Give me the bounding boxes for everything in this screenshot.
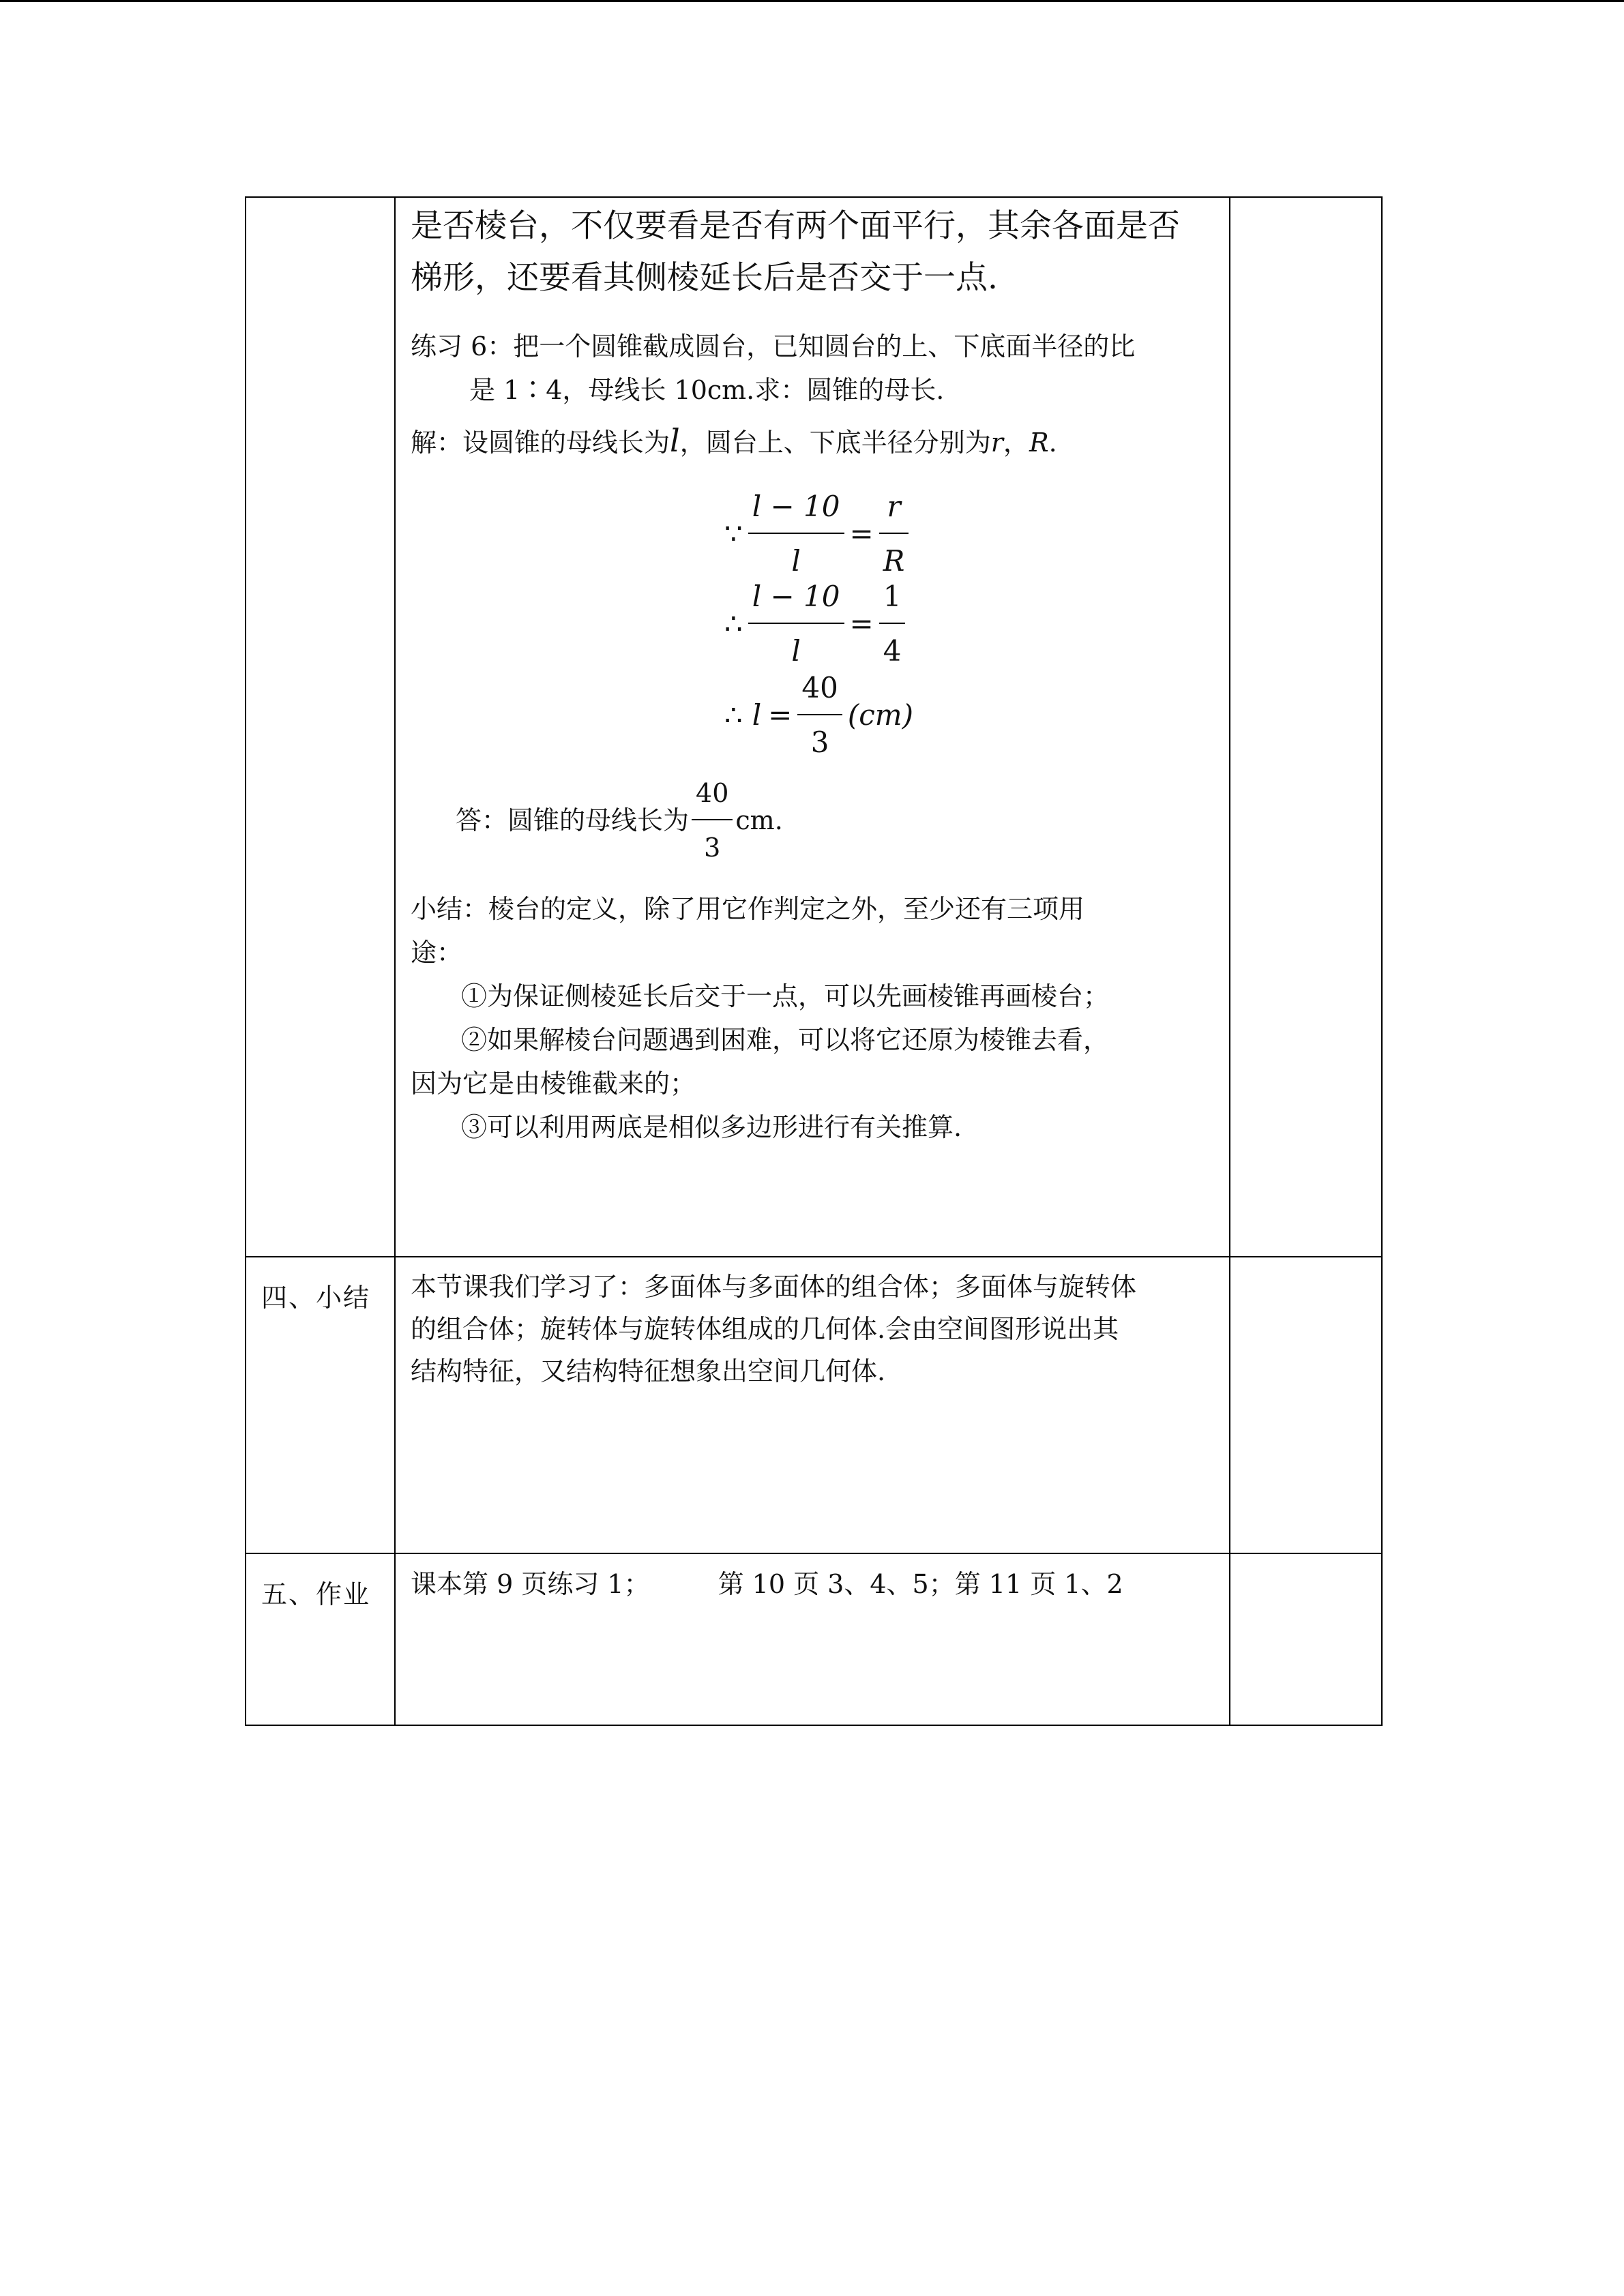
homework-text: 第 10 页 3、4、5；第 11 页 1、2 <box>718 1569 1123 1599</box>
summary-item: ①为保证侧棱延长后交于一点，可以先画棱锥再画棱台； <box>461 981 1110 1011</box>
table-row <box>246 197 1382 1257</box>
homework-line <box>411 1562 1202 1606</box>
homework-text: 课本第 9 页练习 1； <box>411 1569 650 1599</box>
exercise-line: 练习 6：把一个圆锥截成圆台，已知圆台的上、下底面半径的比 <box>411 331 1136 361</box>
paragraph-line: 本节课我们学习了：多面体与多面体的组合体；多面体与旋转体 <box>411 1272 1137 1302</box>
content-cell <box>395 1257 1230 1553</box>
solution-text: 解：设圆锥的母线长为 <box>411 428 670 458</box>
var-l: l <box>670 422 680 459</box>
label-cell <box>246 197 395 1257</box>
equation-1: ∵ $\frac{l - 10}{l}$ = $\frac{r}{R}$ <box>724 485 914 583</box>
solution-line <box>411 419 1202 464</box>
equation-block <box>411 464 1202 863</box>
summary-item: ②如果解棱台问题遇到困难，可以将它还原为棱锥去看， <box>461 1025 1110 1055</box>
content-cell <box>395 1553 1230 1725</box>
note-cell <box>1230 1257 1382 1553</box>
note-cell <box>1230 1553 1382 1725</box>
summary-item: ③可以利用两底是相似多边形进行有关推算. <box>461 1112 962 1142</box>
top-border-line <box>0 0 1624 2</box>
section-label: 五、作业 <box>261 1579 371 1609</box>
paragraph-line: 是否棱台，不仅要看是否有两个面平行，其余各面是否 <box>411 207 1180 245</box>
solution-text: ， <box>1003 428 1029 458</box>
solution-text: ，圆台上、下底半径分别为 <box>679 428 991 458</box>
equation-2: ∴ $\frac{l - 10}{l}$ = $\frac{1}{4}$ <box>724 575 911 673</box>
lesson-plan-table <box>245 196 1383 1726</box>
answer-line: 答：圆锥的母线长为 $\frac{40}{3}$ cm. <box>456 778 783 863</box>
paragraph-line: 梯形，还要看其侧棱延长后是否交于一点. <box>411 259 998 297</box>
section-label: 四、小结 <box>261 1283 371 1313</box>
solution-text: . <box>1048 428 1057 458</box>
content-cell <box>395 197 1230 1257</box>
summary-line: 途： <box>411 938 463 968</box>
table-row <box>246 1257 1382 1553</box>
paragraph-line: 的组合体；旋转体与旋转体组成的几何体.会由空间图形说出其 <box>411 1314 1119 1344</box>
summary-item: 因为它是由棱锥截来的； <box>411 1069 696 1099</box>
label-cell <box>246 1553 395 1725</box>
table-row <box>246 1553 1382 1725</box>
exercise-line: 是 1∶4，母线长 10cm.求：圆锥的母长. <box>469 375 945 405</box>
summary-line: 小结：棱台的定义，除了用它作判定之外，至少还有三项用 <box>411 894 1085 924</box>
equation-3: ∴ l = $\frac{40}{3}$ (cm) <box>724 671 913 759</box>
note-cell <box>1230 197 1382 1257</box>
label-cell <box>246 1257 395 1553</box>
var-r: r <box>990 428 1003 458</box>
paragraph-line: 结构特征，又结构特征想象出空间几何体. <box>411 1356 886 1386</box>
var-R: R <box>1029 428 1049 458</box>
